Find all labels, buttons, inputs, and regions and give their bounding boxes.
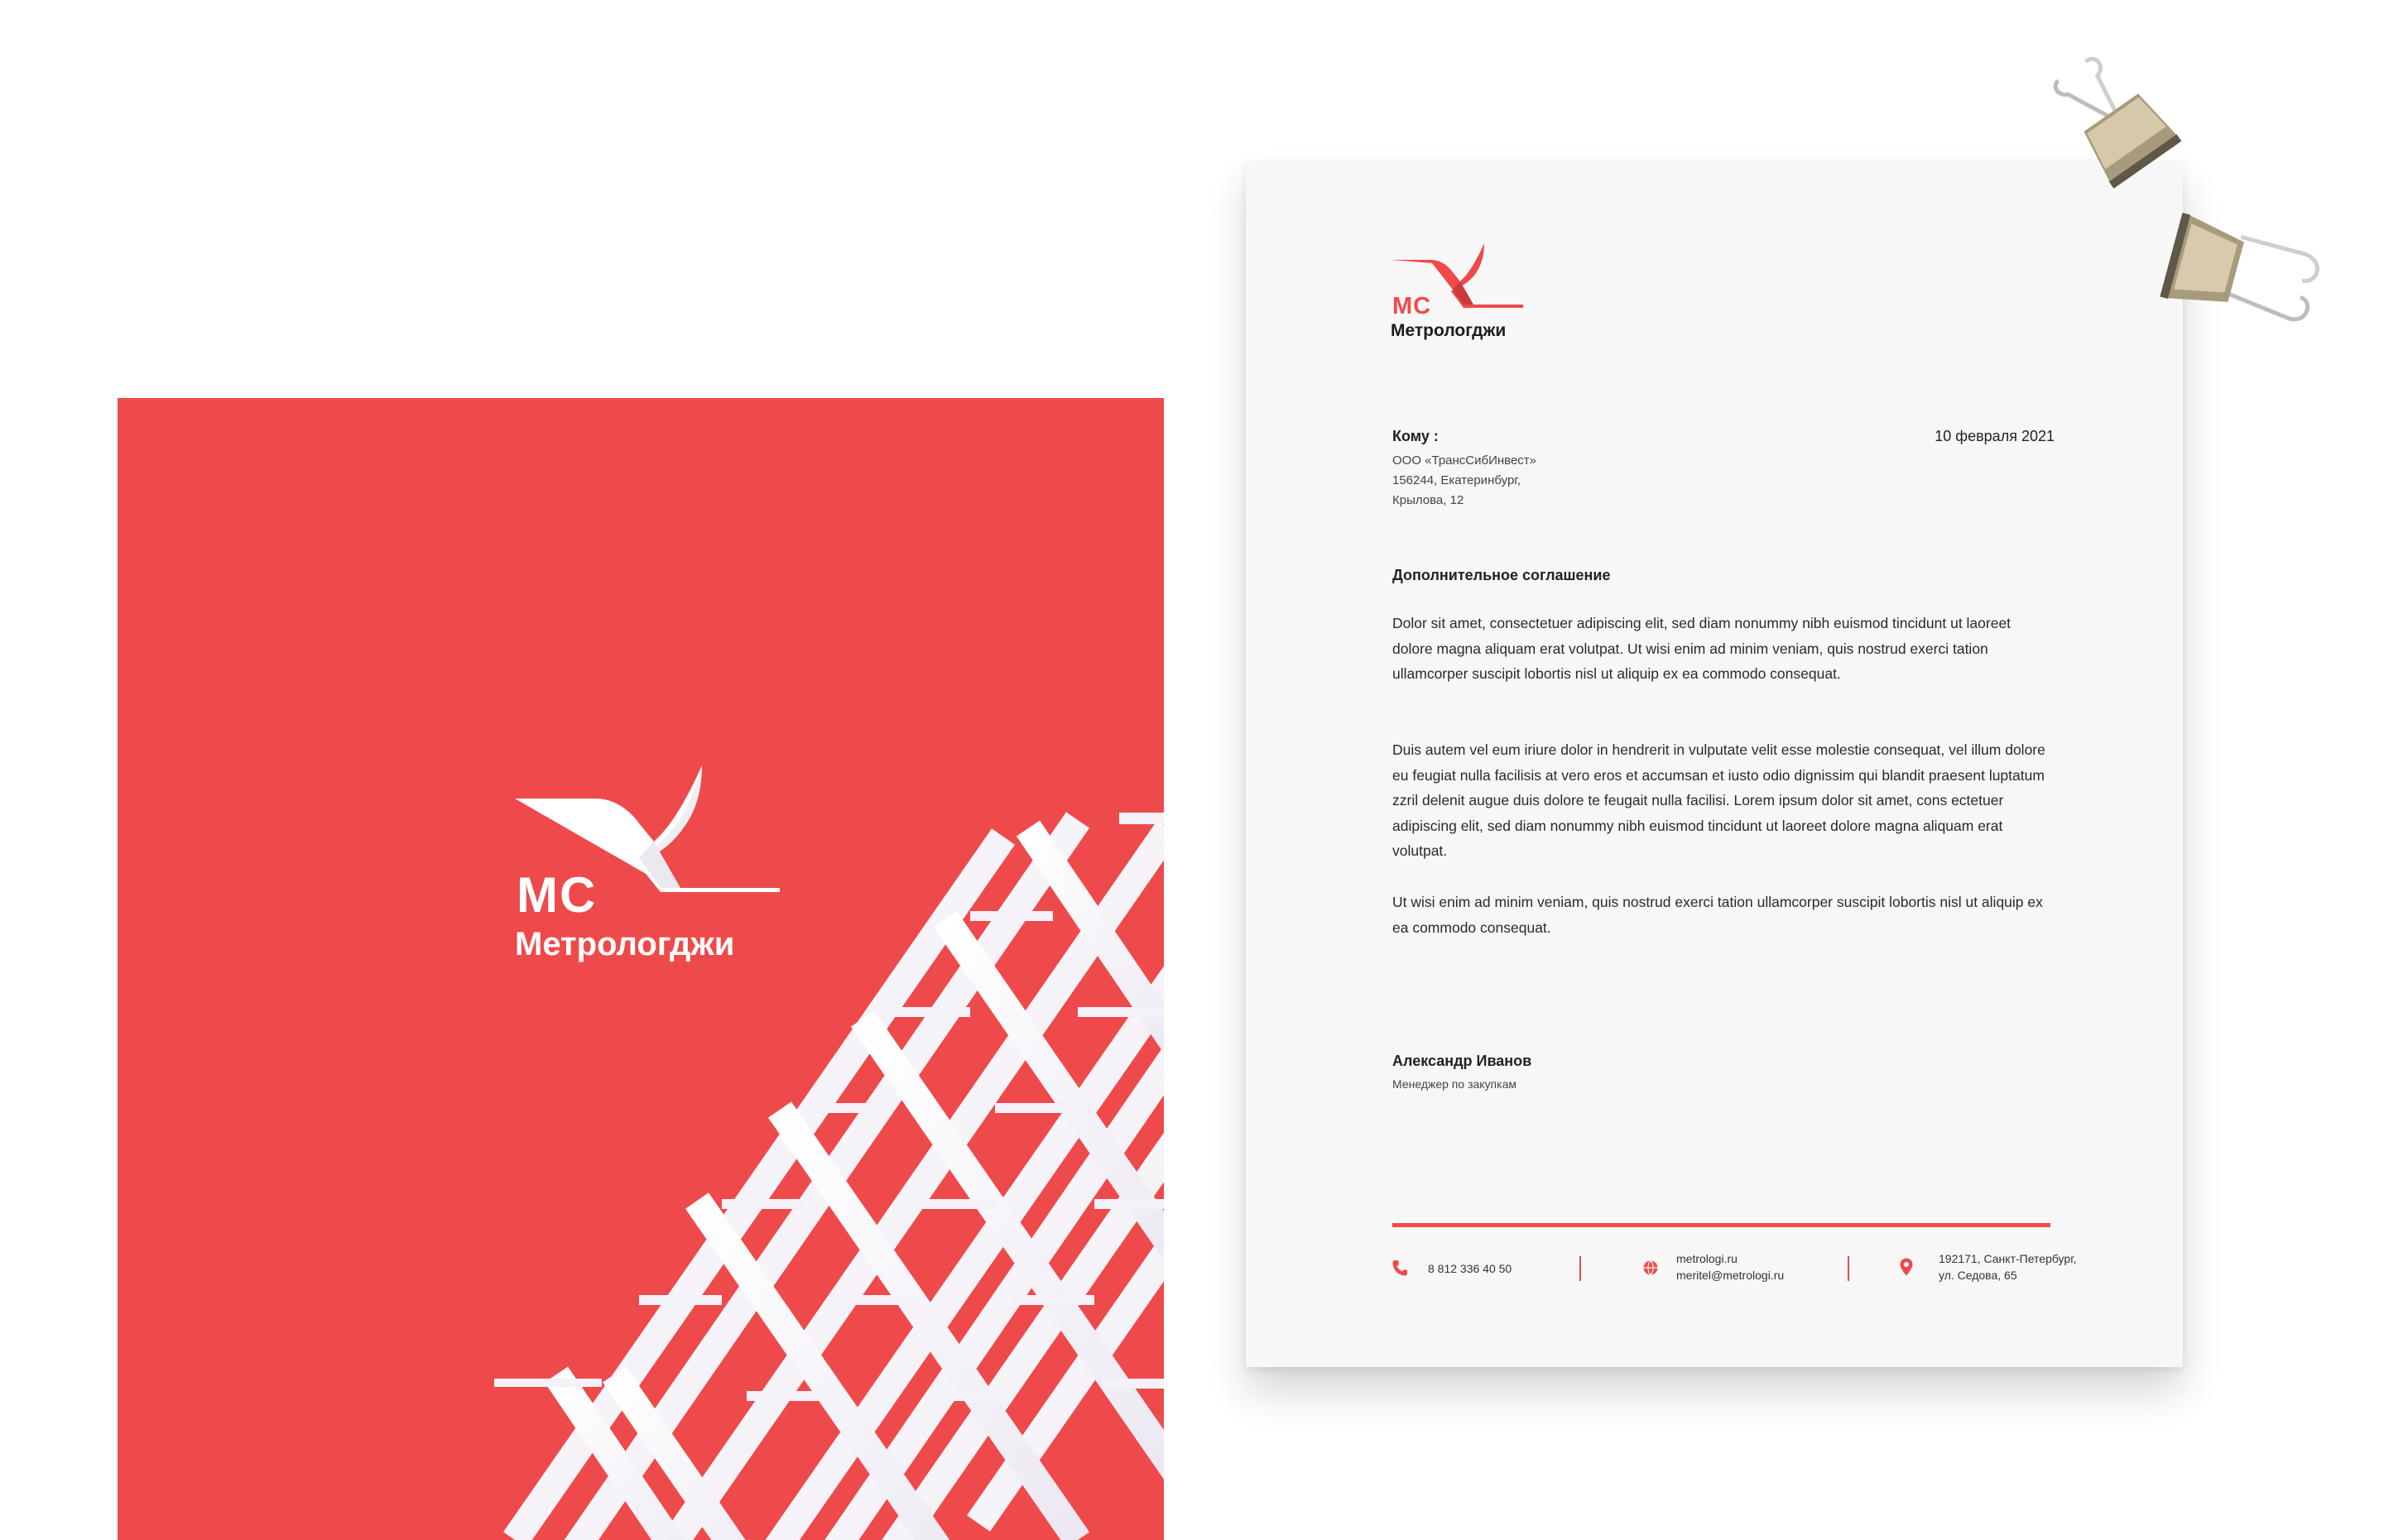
letter-subject: Дополнительное соглашение — [1392, 567, 1611, 583]
recipient-label: Кому : — [1392, 428, 1439, 444]
footer-phone: 8 812 336 40 50 — [1428, 1262, 1512, 1275]
footer-separator — [1579, 1256, 1581, 1281]
footer-email: meritel@metrologi.ru — [1676, 1269, 1785, 1282]
letterhead-brand-name: Метрологджи — [1391, 321, 1507, 340]
footer-site: metrologi.ru — [1676, 1252, 1738, 1265]
cover-monogram: МС — [517, 867, 598, 923]
lattice-pattern — [118, 398, 1164, 1540]
footer-address-line: 192171, Санкт-Петербург, — [1939, 1252, 2077, 1265]
binder-clip-top — [2036, 46, 2202, 203]
letterhead-sheet — [1246, 161, 2183, 1367]
recipient-line: ООО «ТрансСибИнвест» — [1392, 453, 1537, 468]
binder-clip-bottom — [2156, 207, 2338, 348]
letterhead-logo — [1391, 243, 1523, 343]
footer-separator — [1848, 1256, 1849, 1281]
body-paragraph: Dolor sit amet, consectetuer adipiscing elit, sed diam nonummy nibh euismod tincidunt ut laoreet dolore magna aliquam erat volutpat. Ut wisi enim ad minim veniam, quis nostrud exerci tation ullamcorper suscipit lobortis nisl ut aliquip ex ea commodo consequat. — [1392, 615, 2011, 682]
body-paragraph: Duis autem vel eum iriure dolor in hendrerit in vulputate velit esse molestie consequat, vel illum dolore eu feugiat nulla facilisis at vero eros et accumsan et iusto odio dignissim qui blandit praesent luptatum zzril delenit augue duis dolore te feugait nulla facilisi. Lorem ipsum dolor sit amet, cons ectetuer adipiscing elit, sed diam nonummy nibh euismod tincidunt ut laoreet dolore magna aliquam erat volutpat. — [1392, 741, 2045, 859]
cover-logo — [515, 765, 780, 964]
letter-date: 10 февраля 2021 — [1935, 428, 2055, 444]
signer-name: Александр Иванов — [1392, 1053, 1532, 1069]
recipient-line: Крылова, 12 — [1392, 493, 1464, 507]
footer-divider — [1392, 1223, 2050, 1227]
letterhead-monogram: МС — [1392, 293, 1432, 319]
recipient-line: 156244, Екатеринбург, — [1392, 473, 1521, 487]
recipient-address — [1392, 451, 1536, 511]
globe-icon — [1643, 1260, 1658, 1275]
cover-brand-name: Метрологджи — [515, 926, 735, 962]
body-paragraph: Ut wisi enim ad minim veniam, quis nostrud exerci tation ullamcorper suscipit lobortis nisl ut aliquip ex ea commodo consequat. — [1392, 894, 2043, 936]
location-pin-icon — [1900, 1258, 1913, 1276]
footer-address-line: ул. Седова, 65 — [1939, 1269, 2017, 1282]
phone-icon — [1392, 1259, 1407, 1276]
footer-address — [1939, 1250, 2076, 1283]
footer-web — [1676, 1250, 1784, 1283]
signer-role: Менеджер по закупкам — [1392, 1077, 1516, 1091]
folder-cover — [118, 398, 1164, 1540]
